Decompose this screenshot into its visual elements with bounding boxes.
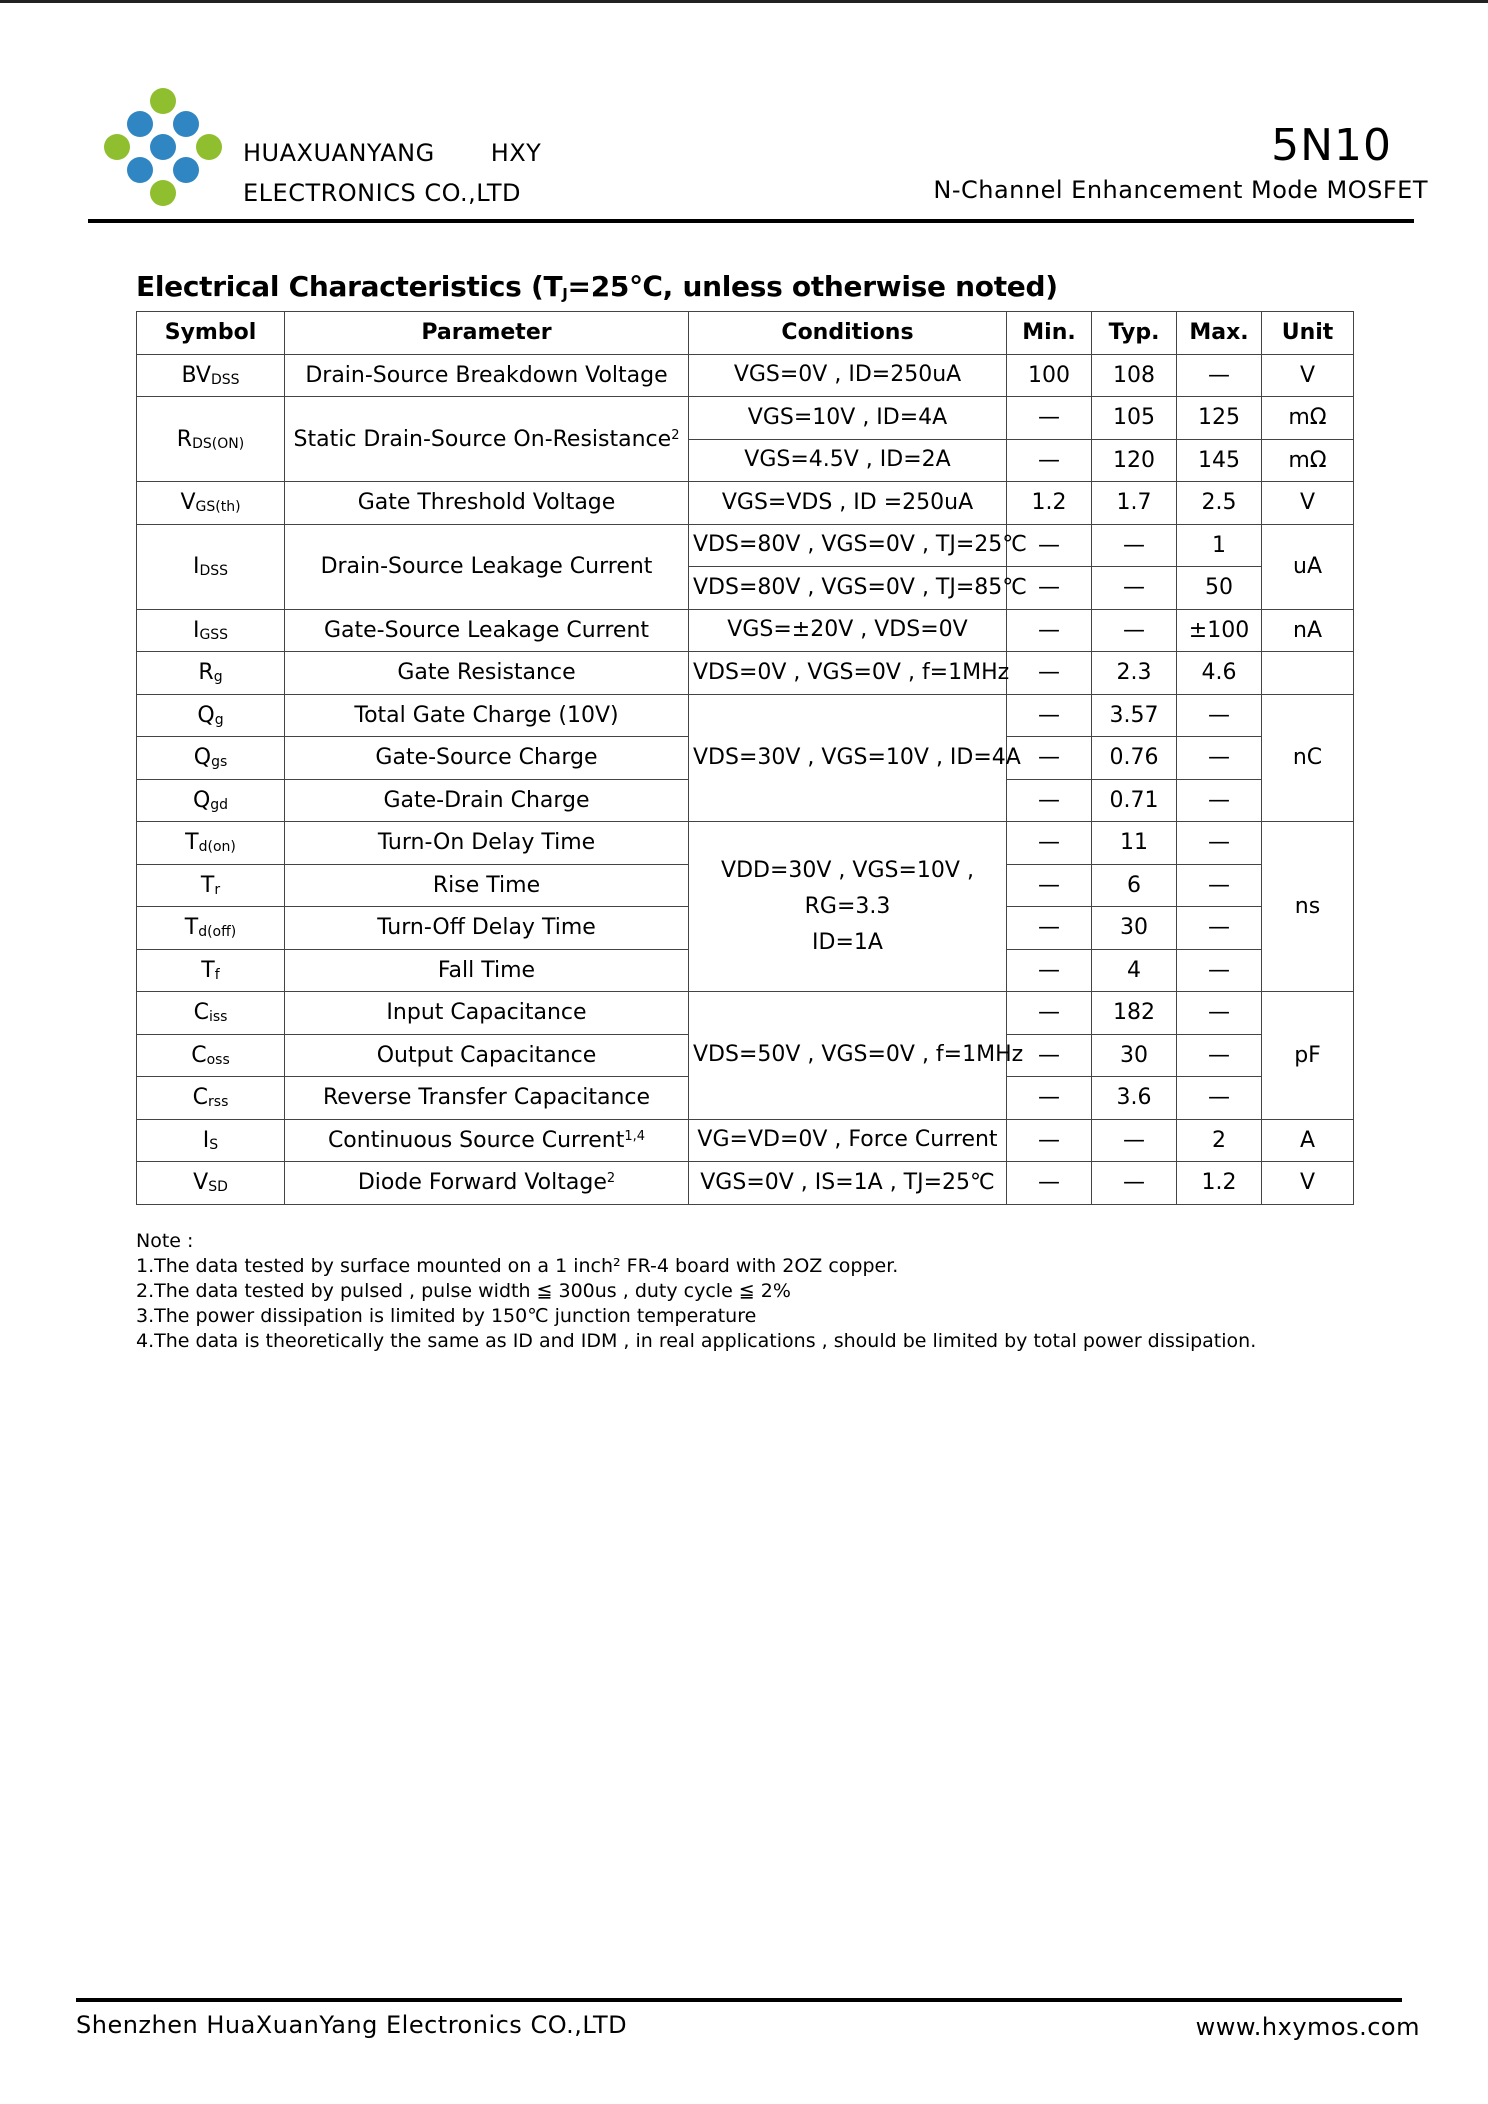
unit-cell: pF	[1262, 992, 1354, 1120]
company-brand: HXY	[490, 139, 542, 167]
parameter-cell: Output Capacitance	[285, 1034, 689, 1077]
typ-cell: —	[1092, 567, 1177, 610]
header-parameter: Parameter	[285, 312, 689, 355]
unit-cell: V	[1262, 482, 1354, 525]
max-cell: —	[1177, 822, 1262, 865]
device-subtitle: N-Channel Enhancement Mode MOSFET	[933, 176, 1428, 204]
max-cell: 1	[1177, 524, 1262, 567]
conditions-cell: VDS=80V , VGS=0V , TJ=85℃	[689, 567, 1007, 610]
footer-company: Shenzhen HuaXuanYang Electronics CO.,LTD	[76, 2011, 628, 2039]
min-cell: —	[1007, 1077, 1092, 1120]
parameter-cell: Total Gate Charge (10V)	[285, 694, 689, 737]
max-cell: 4.6	[1177, 652, 1262, 695]
max-cell: —	[1177, 992, 1262, 1035]
typ-cell: —	[1092, 609, 1177, 652]
parameter-cell: Drain-Source Breakdown Voltage	[285, 354, 689, 397]
header-unit: Unit	[1262, 312, 1354, 355]
company-name-line2: ELECTRONICS CO.,LTD	[243, 179, 521, 207]
conditions-cell: VDS=0V , VGS=0V , f=1MHz	[689, 652, 1007, 695]
company-logo	[104, 88, 222, 206]
conditions-cell: VGS=10V , ID=4A	[689, 397, 1007, 440]
unit-cell	[1262, 652, 1354, 695]
min-cell: 1.2	[1007, 482, 1092, 525]
symbol-cell: $R_g$	[137, 652, 285, 695]
symbol-cell: $BV_{DSS}$	[137, 354, 285, 397]
typ-cell: 0.76	[1092, 737, 1177, 780]
note-1: 1.The data tested by surface mounted on a 1 inch² FR-4 board with 2OZ copper.	[136, 1255, 899, 1277]
symbol-cell: $R_{DS(ON)}$	[137, 397, 285, 482]
symbol-cell: $I_S$	[137, 1119, 285, 1162]
typ-cell: 3.57	[1092, 694, 1177, 737]
max-cell: 145	[1177, 439, 1262, 482]
footer-website: www.hxymos.com	[1195, 2013, 1420, 2041]
symbol-cell: $Q_g$	[137, 694, 285, 737]
unit-cell: uA	[1262, 524, 1354, 609]
symbol-cell: $C_{iss}$	[137, 992, 285, 1035]
symbol-cell: $T_r$	[137, 864, 285, 907]
typ-cell: 6	[1092, 864, 1177, 907]
min-cell: —	[1007, 609, 1092, 652]
parameter-cell: Reverse Transfer Capacitance	[285, 1077, 689, 1120]
conditions-cell: VGS=VDS , ID =250uA	[689, 482, 1007, 525]
table-row	[137, 992, 1354, 1035]
parameter-cell: Gate Threshold Voltage	[285, 482, 689, 525]
section-title: Electrical Characteristics ($T_J=25℃$, unless otherwise noted)	[136, 270, 1058, 303]
min-cell: —	[1007, 652, 1092, 695]
min-cell: —	[1007, 779, 1092, 822]
conditions-cell: VGS=±20V , VDS=0V	[689, 609, 1007, 652]
min-cell: —	[1007, 1162, 1092, 1205]
notes	[136, 1229, 1256, 1354]
min-cell: —	[1007, 992, 1092, 1035]
table-row	[137, 524, 1354, 567]
header-min: Min.	[1007, 312, 1092, 355]
table-row	[137, 694, 1354, 737]
header-rule	[88, 219, 1414, 223]
min-cell: —	[1007, 737, 1092, 780]
header-symbol: Symbol	[137, 312, 285, 355]
unit-cell: ns	[1262, 822, 1354, 992]
symbol-cell: $T_{d(on)}$	[137, 822, 285, 865]
min-cell: —	[1007, 907, 1092, 950]
parameter-cell: Turn-Off Delay Time	[285, 907, 689, 950]
parameter-cell: Continuous Source Current$^{1,4}$	[285, 1119, 689, 1162]
max-cell: —	[1177, 1034, 1262, 1077]
typ-cell: 30	[1092, 1034, 1177, 1077]
unit-cell: nC	[1262, 694, 1354, 822]
typ-cell: 4	[1092, 949, 1177, 992]
min-cell: 100	[1007, 354, 1092, 397]
symbol-cell: $C_{rss}$	[137, 1077, 285, 1120]
parameter-cell: Turn-On Delay Time	[285, 822, 689, 865]
typ-cell: 2.3	[1092, 652, 1177, 695]
typ-cell: —	[1092, 1119, 1177, 1162]
parameter-cell: Rise Time	[285, 864, 689, 907]
parameter-cell: Gate-Drain Charge	[285, 779, 689, 822]
table-row	[137, 609, 1354, 652]
min-cell: —	[1007, 397, 1092, 440]
unit-cell: mΩ	[1262, 439, 1354, 482]
typ-cell: 105	[1092, 397, 1177, 440]
max-cell: —	[1177, 694, 1262, 737]
conditions-cell: VDS=50V , VGS=0V , f=1MHz	[689, 992, 1007, 1120]
typ-cell: 3.6	[1092, 1077, 1177, 1120]
typ-cell: 1.7	[1092, 482, 1177, 525]
symbol-cell: $V_{GS(th)}$	[137, 482, 285, 525]
part-number: 5N10	[1271, 120, 1392, 171]
parameter-cell: Fall Time	[285, 949, 689, 992]
table-row	[137, 354, 1354, 397]
symbol-cell: $C_{oss}$	[137, 1034, 285, 1077]
company-name	[243, 133, 541, 213]
typ-cell: 120	[1092, 439, 1177, 482]
min-cell: —	[1007, 694, 1092, 737]
parameter-cell: Gate-Source Leakage Current	[285, 609, 689, 652]
notes-heading: Note :	[136, 1230, 194, 1252]
symbol-cell: $T_f$	[137, 949, 285, 992]
unit-cell: nA	[1262, 609, 1354, 652]
note-3: 3.The power dissipation is limited by 150℃ junction temperature	[136, 1305, 757, 1327]
max-cell: —	[1177, 907, 1262, 950]
parameter-cell: Gate-Source Charge	[285, 737, 689, 780]
min-cell: —	[1007, 524, 1092, 567]
max-cell: 2.5	[1177, 482, 1262, 525]
header-typ: Typ.	[1092, 312, 1177, 355]
conditions-cell: VGS=0V , IS=1A , TJ=25℃	[689, 1162, 1007, 1205]
logo-icon	[104, 88, 222, 206]
typ-cell: 11	[1092, 822, 1177, 865]
typ-cell: —	[1092, 524, 1177, 567]
table-row	[137, 1162, 1354, 1205]
parameter-cell: Static Drain-Source On-Resistance$^2$	[285, 397, 689, 482]
symbol-cell: $V_{SD}$	[137, 1162, 285, 1205]
footer-rule	[76, 1998, 1402, 2002]
symbol-cell: $I_{DSS}$	[137, 524, 285, 609]
max-cell: —	[1177, 737, 1262, 780]
conditions-cell: VDS=30V , VGS=10V , ID=4A	[689, 694, 1007, 822]
symbol-cell: $I_{GSS}$	[137, 609, 285, 652]
max-cell: 50	[1177, 567, 1262, 610]
min-cell: —	[1007, 1119, 1092, 1162]
typ-cell: —	[1092, 1162, 1177, 1205]
conditions-cell: VDD=30V , VGS=10V , RG=3.3 ID=1A	[689, 822, 1007, 992]
min-cell: —	[1007, 822, 1092, 865]
unit-cell: mΩ	[1262, 397, 1354, 440]
conditions-cell: VGS=0V , ID=250uA	[689, 354, 1007, 397]
unit-cell: V	[1262, 1162, 1354, 1205]
min-cell: —	[1007, 1034, 1092, 1077]
max-cell: ±100	[1177, 609, 1262, 652]
max-cell: 2	[1177, 1119, 1262, 1162]
min-cell: —	[1007, 439, 1092, 482]
typ-cell: 0.71	[1092, 779, 1177, 822]
unit-cell: A	[1262, 1119, 1354, 1162]
top-border	[0, 0, 1488, 3]
parameter-cell: Diode Forward Voltage$^2$	[285, 1162, 689, 1205]
table-row	[137, 482, 1354, 525]
max-cell: —	[1177, 1077, 1262, 1120]
table-header-row	[137, 312, 1354, 355]
table-row	[137, 822, 1354, 865]
typ-cell: 108	[1092, 354, 1177, 397]
min-cell: —	[1007, 864, 1092, 907]
conditions-cell: VG=VD=0V , Force Current	[689, 1119, 1007, 1162]
max-cell: —	[1177, 779, 1262, 822]
company-name-line1: HUAXUANYANG	[243, 139, 435, 167]
max-cell: 1.2	[1177, 1162, 1262, 1205]
header-max: Max.	[1177, 312, 1262, 355]
parameter-cell: Drain-Source Leakage Current	[285, 524, 689, 609]
conditions-cell: VGS=4.5V , ID=2A	[689, 439, 1007, 482]
max-cell: 125	[1177, 397, 1262, 440]
electrical-characteristics-table	[136, 311, 1354, 1205]
max-cell: —	[1177, 354, 1262, 397]
note-4: 4.The data is theoretically the same as ID and IDM , in real applications , should be limited by total power dissipation.	[136, 1330, 1257, 1352]
max-cell: —	[1177, 864, 1262, 907]
symbol-cell: $Q_{gd}$	[137, 779, 285, 822]
typ-cell: 182	[1092, 992, 1177, 1035]
max-cell: —	[1177, 949, 1262, 992]
conditions-cell: VDS=80V , VGS=0V , TJ=25℃	[689, 524, 1007, 567]
symbol-cell: $T_{d(off)}$	[137, 907, 285, 950]
parameter-cell: Gate Resistance	[285, 652, 689, 695]
min-cell: —	[1007, 949, 1092, 992]
symbol-cell: $Q_{gs}$	[137, 737, 285, 780]
parameter-cell: Input Capacitance	[285, 992, 689, 1035]
min-cell: —	[1007, 567, 1092, 610]
note-2: 2.The data tested by pulsed , pulse width ≦ 300us , duty cycle ≦ 2%	[136, 1280, 791, 1302]
unit-cell: V	[1262, 354, 1354, 397]
header-conditions: Conditions	[689, 312, 1007, 355]
table-row	[137, 397, 1354, 440]
table-row	[137, 1119, 1354, 1162]
table-row	[137, 652, 1354, 695]
typ-cell: 30	[1092, 907, 1177, 950]
